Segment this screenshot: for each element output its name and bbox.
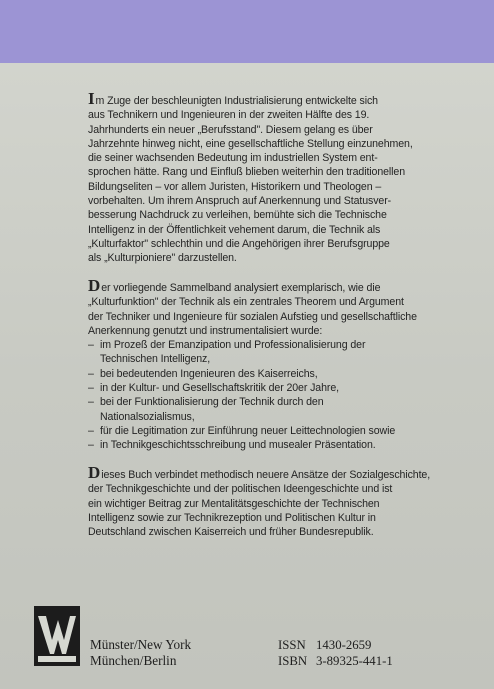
paragraph-line: Im Zuge der beschleunigten Industrialisierung entwickelte sich: [88, 89, 378, 108]
book-identifiers: [278, 637, 393, 669]
issn-line: [278, 637, 393, 653]
top-color-band: [0, 0, 494, 63]
list-item: – in der Kultur- und Gesellschaftskritik der 20er Jahre,: [88, 382, 339, 395]
list-item: – in Technikgeschichtsschreibung und musealer Präsentation.: [88, 439, 376, 452]
list-item-continuation: Technischen Intelligenz,: [100, 353, 211, 366]
paragraph-line: aus Technikern und Ingenieuren in der zweiten Hälfte des 19.: [88, 109, 370, 122]
publisher-line: München/Berlin: [90, 653, 177, 668]
paragraph-line: Dieses Buch verbindet methodisch neuere Ansätze der Sozialgeschichte,: [88, 463, 431, 482]
paragraph-line: Der vorliegende Sammelband analysiert exemplarisch, wie die: [88, 276, 381, 295]
paragraph-line: Jahrhunderts ein neuer „Berufsstand". Diesem gelang es über: [88, 123, 373, 136]
isbn-line: [278, 653, 393, 669]
dropcap-letter: D: [88, 276, 101, 295]
anthology-paragraph: [88, 276, 460, 453]
intro-paragraph: [88, 89, 460, 266]
list-item: – für die Legitimation zur Einführung neuer Leittechnologien sowie: [88, 424, 396, 437]
dropcap-letter: D: [88, 463, 101, 482]
paragraph-line: der Technikgeschichte und der politischen Ideengeschichte und ist: [88, 483, 393, 496]
publisher-locations: [90, 637, 191, 669]
summary-paragraph: [88, 463, 460, 539]
list-item: – bei bedeutenden Ingenieuren des Kaiserreichs,: [88, 367, 318, 380]
paragraph-line: Deutschland zwischen Kaiserreich und früher Bundesrepublik.: [88, 526, 374, 539]
paragraph-line: vorbehalten. Um ihrem Anspruch auf Anerkennung und Statusver-: [88, 195, 392, 208]
issn-value: 1430-2659: [316, 638, 372, 652]
isbn-label: ISBN: [278, 654, 308, 668]
paragraph-line: Bildungseliten – vor allem Juristen, Historikern und Theologen –: [88, 180, 382, 193]
publisher-logo-icon: [34, 606, 80, 666]
paragraph-line: „Kulturfaktor" schlechthin und die Angehörigen ihrer Berufsgruppe: [88, 237, 390, 250]
paragraph-line: der Techniker und Ingenieure für sozialen Aufstieg und gesellschaftliche: [88, 310, 417, 323]
paragraph-line: Intelligenz in der Öffentlichkeit vehement darum, die Technik als: [88, 223, 381, 236]
topic-list: [88, 338, 460, 452]
paragraph-line: sprochen hätte. Rang und Einfluß blieben weiterhin den traditionellen: [88, 166, 406, 179]
paragraph-line: ein wichtiger Beitrag zur Mentalitätsgeschichte der Technischen: [88, 497, 380, 510]
dropcap-letter: I: [88, 89, 95, 108]
paragraph-line: die seiner wachsenden Bedeutung im industriellen System ent-: [88, 152, 378, 165]
publisher-line: Münster/New York: [90, 637, 192, 652]
paragraph-line: „Kulturfunktion" der Technik als ein zentrales Theorem und Argument: [88, 296, 404, 309]
paragraph-line: Jahrzehnte hinweg nicht, eine gesellschaftliche Stellung einzunehmen,: [88, 137, 413, 150]
paragraph-line: Intelligenz sowie zur Technikrezeption und Politischen Kultur in: [88, 511, 376, 524]
paragraph-line: besserung Nachdruck zu verleihen, bemühte sich die Technische: [88, 209, 387, 222]
issn-label: ISSN: [278, 638, 306, 652]
paragraph-line: Anerkennung genutzt und instrumentalisiert wurde:: [88, 324, 323, 337]
list-item: – im Prozeß der Emanzipation und Professionalisierung der: [88, 339, 366, 352]
isbn-value: 3-89325-441-1: [316, 654, 393, 668]
list-item-continuation: Nationalsozialismus,: [100, 410, 195, 423]
list-item: – bei der Funktionalisierung der Technik durch den: [88, 396, 324, 409]
paragraph-line: als „Kulturpioniere" darzustellen.: [88, 252, 237, 265]
